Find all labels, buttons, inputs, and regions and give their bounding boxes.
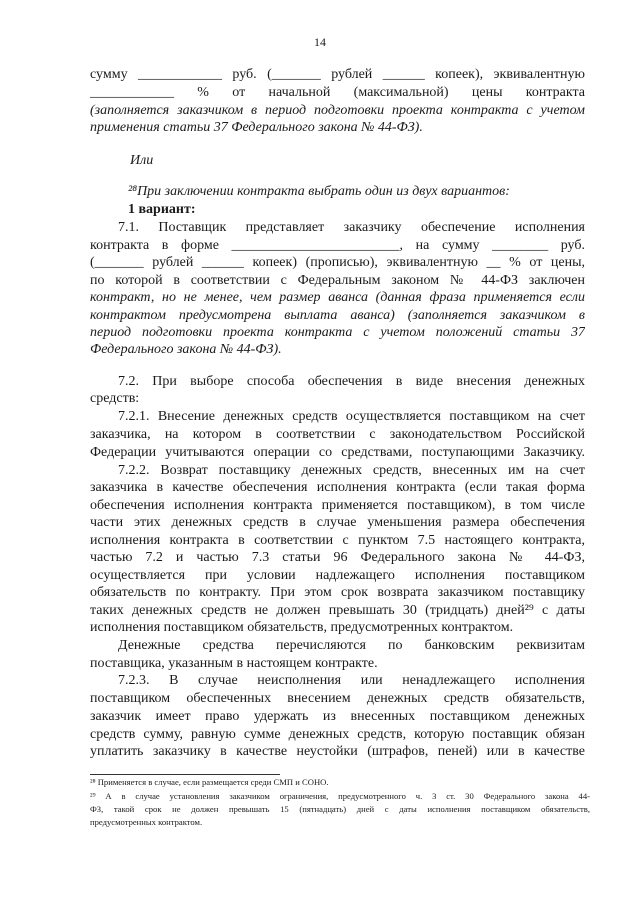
body-line: поставщика, указанным в настоящем контракте. <box>90 656 378 671</box>
body-line: поставщиком обеспеченных внесением денежных средств обязательств, <box>90 691 585 706</box>
body-line: ²⁸При заключении контракта выбрать один из двух вариантов: <box>128 184 510 199</box>
body-line: части этих денежных средств в случае уменьшения размера обеспечения <box>90 515 585 530</box>
variant-heading: 1 вариант: <box>128 202 196 217</box>
body-line: частью 7.2 и частью 7.3 статьи 96 Федерального закона № 44-ФЗ, <box>90 550 585 565</box>
body-line: исполнения поставщиком обязательств, предусмотренных контрактом. <box>90 620 514 635</box>
body-line: Денежные средства перечисляются по банковским реквизитам <box>118 638 585 653</box>
body-line: Федерального закона № 44-ФЗ). <box>90 342 282 357</box>
body-line: контрактом предусмотрена выплата аванса) (заполняется заказчиком в <box>90 308 585 323</box>
body-line: осуществляется при условии надлежащего исполнения поставщиком <box>90 568 585 583</box>
body-line: (заполняется заказчиком в период подготовки проекта контракта с учетом <box>90 103 585 118</box>
body-line: уплатить заказчику в качестве неустойки (штрафов, пеней) или в качестве <box>90 744 585 759</box>
body-line: Федерации учитываются операции со средствами, поступающими Заказчику. <box>90 445 585 460</box>
body-line: ____________ % от начальной (максимальной) цены контракта <box>90 85 585 100</box>
footnote-28: ²⁸ Применяется в случае, если размещается среди СМП и СОНО. <box>90 777 329 787</box>
body-line: контракт, но не менее, чем размер аванса (данная фраза применяется если <box>90 290 585 305</box>
body-line: (_______ рублей ______ копеек) (прописью), эквивалентную __ % от цены, <box>90 255 585 270</box>
footnote-29-cont: ФЗ, такой срок не должен превышать 15 (пятнадцать) дней с даты исполнения поставщиком обязательств, <box>90 804 590 814</box>
body-line: обязательств по контракту. При этом срок возврата заказчиком поставщику <box>90 585 585 600</box>
body-line: таких денежных средств не должен превышать 30 (тридцать) дней²⁹ с даты <box>90 603 585 618</box>
body-line: 7.1. Поставщик представляет заказчику обеспечение исполнения <box>118 220 585 235</box>
body-line: заказчика в качестве обеспечения исполнения контракта (если такая форма <box>90 480 585 495</box>
body-line: заказчик имеет право удержать из внесенных поставщиком денежных <box>90 709 585 724</box>
body-line: 7.2.2. Возврат поставщику денежных средств, внесенных им на счет <box>118 463 585 478</box>
body-line: средств: <box>90 391 140 406</box>
footnote-separator <box>90 774 280 775</box>
body-line: исполнения контракта в соответствии с пунктом 7.5 настоящего контракта, <box>90 533 585 548</box>
body-line: по которой в соответствии с Федеральным законом № 44-ФЗ заключен <box>90 273 585 288</box>
body-line: 7.2.1. Внесение денежных средств осуществляется поставщиком на счет <box>118 409 585 424</box>
body-line: 7.2.3. В случае неисполнения или ненадлежащего исполнения <box>118 673 585 688</box>
body-line: обеспечения исполнения контракта применяется поставщиком), в том числе <box>90 498 585 513</box>
page-number: 14 <box>314 35 326 49</box>
body-line: период подготовки проекта контракта с учетом положений статьи 37 <box>90 325 585 340</box>
body-line: контракта в форме ________________________, на сумму ________ руб. <box>90 238 585 253</box>
footnote-29-cont: предусмотренных контрактом. <box>90 817 203 827</box>
body-line: применения статьи 37 Федерального закона № 44-ФЗ). <box>90 120 423 135</box>
footnote-29: ²⁹ А в случае установления заказчиком ограничения, предусмотренного ч. 3 ст. 30 Федерального закона 44- <box>90 791 590 801</box>
body-line: 7.2. При выборе способа обеспечения в виде внесения денежных <box>118 374 585 389</box>
body-line: средств сумму, равную сумме денежных средств, которую поставщик обязан <box>90 727 585 742</box>
body-line-or: Или <box>130 153 154 168</box>
body-line: заказчика, на котором в соответствии с законодательством Российской <box>90 427 585 442</box>
body-line: сумму ____________ руб. (_______ рублей ______ копеек), эквивалентную <box>90 67 585 82</box>
